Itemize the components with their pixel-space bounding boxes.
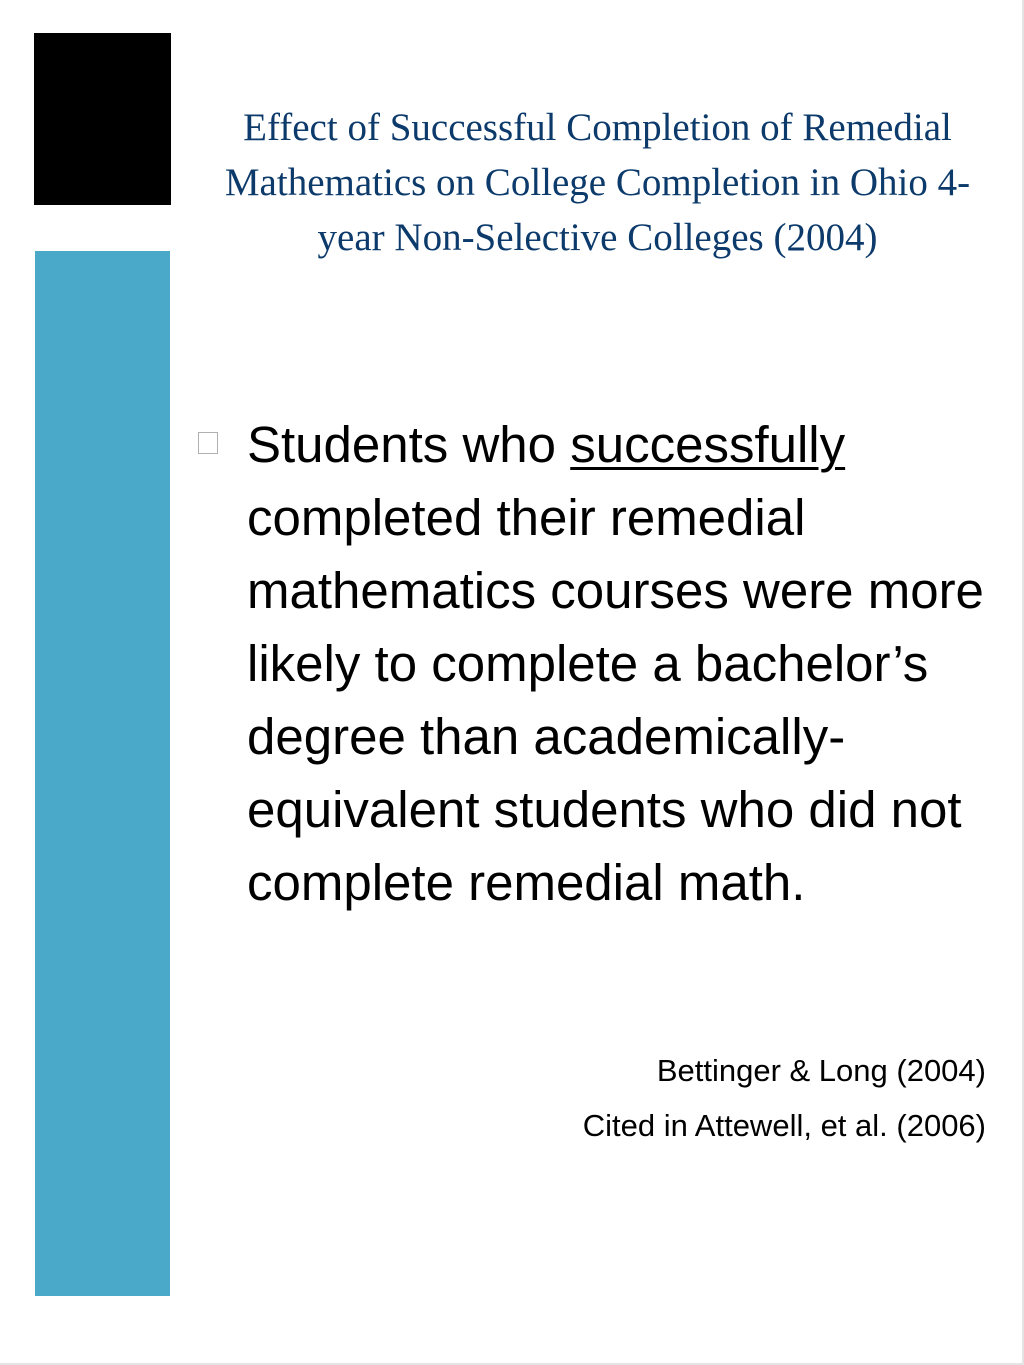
decorative-accent-bar xyxy=(35,251,170,1296)
decorative-black-block xyxy=(34,33,171,205)
bullet-square-icon xyxy=(198,432,218,454)
bullet-text xyxy=(247,408,987,919)
citation-primary: Bettinger & Long (2004) xyxy=(656,1053,986,1088)
bullet-emphasis-text: successfully xyxy=(570,416,846,473)
citation-secondary: Cited in Attewell, et al. (2006) xyxy=(582,1108,986,1143)
bullet-rest-text: completed their remedial mathematics courses were more likely to complete a bachelor’s degree than academically-equivalent students who did not complete remedial math. xyxy=(247,489,984,911)
slide-title: Effect of Successful Completion of Remedial Mathematics on College Completion in Ohio 4-year Non-Selective Colleges (2004) xyxy=(224,106,971,259)
bullet-lead-text: Students who xyxy=(247,416,571,473)
